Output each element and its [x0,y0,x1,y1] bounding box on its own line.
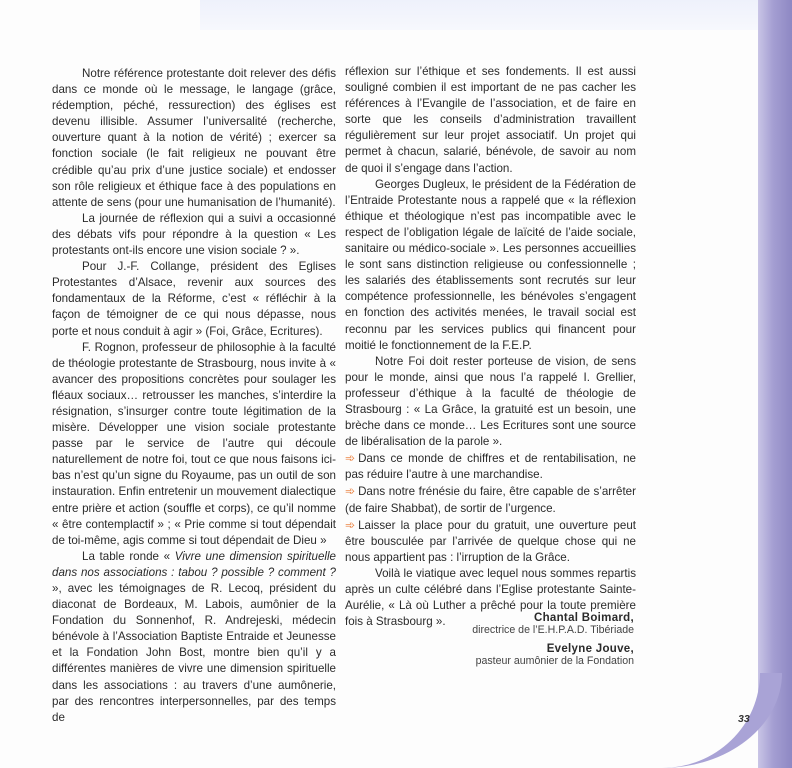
paragraph [52,549,336,726]
bullet-text: Dans ce monde de chiffres et de rentabilisation, ne pas réduire l’autre à une marchandise. [345,452,636,482]
arrow-bullet-icon: ➾ [345,517,356,532]
signature-role: directrice de l’E.H.P.A.D. Tibériade [472,624,634,636]
paragraph: Pour J.-F. Collange, président des Eglises Protestantes d’Alsace, revenir aux sources des fondamentaux de la Réforme, c’est « réfléchir à la façon de témoigner de ce qui nous dépasse, nous porte et nous conduit à agir » (Foi, Grâce, Ecritures). [52,260,336,338]
bullet-item [345,450,636,483]
signature-name: Chantal Boimard, [533,612,634,624]
bullet-text: Dans notre frénésie du faire, être capable de s’arrêter (de faire Shabbat), de sortir de l’urgence. [345,485,636,515]
bullet-item [345,517,636,566]
bullet-item [345,483,636,516]
paragraph: F. Rognon, professeur de philosophie à la faculté de théologie protestante de Strasbourg, nous invite à « avancer des propositions concrètes pour soulager les fléaux sociaux… retrousser les manches, s’interdire la résignation, s’insurger contre toute légitimation de la misère. Développer une vision sociale protestante passe par le service de l’autre qui découle naturellement de notre foi, tout ce que nous faisons ici-bas n’est qu’un signe du Royaume, pas un outil de son instauration. Enfin entretenir un mouvement dialectique entre prière et action (souffle et corps), ce qu’il nomme « être contemplactif » ; « Prie comme si tout dépendait de toi-même, agis comme si tout dépendait de Dieu » [52,340,336,547]
signature-1 [472,612,634,636]
paragraph-text: La table ronde « [82,549,175,563]
signature-role: pasteur aumônier de la Fondation [475,655,634,667]
bullet-text: Laisser la place pour du gratuit, une ouverture peut être bousculée par l’arrivée de quelque chose qui ne nous appartient pas : l’irruption de la Grâce. [345,518,636,564]
paragraph: Voilà le viatique avec lequel nous sommes repartis après un culte célébré dans l’Eglise protestante Sainte-Aurélie, « Là où Luther a prêché pour la toute première fois à Strasbourg ». [345,566,636,629]
paragraph: Notre Foi doit rester porteuse de vision, de sens pour le monde, ainsi que nous l’a rappelé I. Grellier, professeur d’éthique à la faculté de théologie de Strasbourg : « La Grâce, la gratuité est un besoin, une brèche dans ce monde… Les Ecritures sont une source de libéralisation de la parole ». [345,354,636,449]
arrow-bullet-icon: ➾ [345,484,356,499]
page-number: 33 [738,713,750,725]
paragraph: réflexion sur l’éthique et ses fondements. Il est aussi souligné combien il est important de ne pas cacher les références à l’Evangile de l’association, et de faire en sorte que les conseils d’administration travaillent régulièrement sur leur projet associatif. Un projet qui permet à chacun, salarié, bénévole, de savoir au nom de quoi il s’engage dans l’action. [345,65,636,175]
right-text-column [345,64,636,630]
paragraph: Notre référence protestante doit relever des défis dans ce monde où le message, le langage (grâce, rédemption, péché, ressurection) des églises est devenu illisible. Assumer l’universalité (recherche, ouverture quant à la notion de vérité) ; exercer sa fonction sociale (le fait religieux ne pouvant être crédible qu’au prix d’une justice sociale) et endosser son rôle religieux et éthique face à des populations en attente de sens (pour une humanisation de l’humanité). [52,67,336,209]
left-text-column [52,66,336,726]
arrow-bullet-icon: ➾ [345,451,356,466]
paragraph: La journée de réflexion qui a suivi a occasionné des débats vifs pour répondre à la question « Les protestants ont-ils encore une vision sociale ? ». [52,211,336,258]
header-band [200,0,760,30]
signature-2 [476,643,634,667]
signature-name: Evelyne Jouve, [546,643,634,655]
page-edge-decoration [758,0,792,768]
paragraph: Georges Dugleux, le président de la Fédération de l’Entraide Protestante nous a rappelé que « la réflexion éthique et théologique n’est pas incompatible avec le respect de l’obligation légale de laïcité de l’aide sociale, sanitaire ou médico-sociale ». Les personnes accueillies le sont sans distinction religieuse ou confessionnelle ; les salariés des établissements sont recrutés sur leur compétence professionnelle, les bénévoles s’engagent en fonction des activités menées, le travail social est reconnu par les services publics qui financent pour moitié le fonctionnement de la F.E.P. [345,177,636,352]
round-table-title: Vivre une dimension spirituelle dans nos associations : tabou ? possible ? comment ? [52,549,336,579]
paragraph-text: », avec les témoignages de R. Lecoq, président du diaconat de Bordeaux, M. Labois, aumônier de la Fondation du Sonnenhof, R. Andrejeski, médecin bénévole à l’Association Baptiste Entraide et Jeunesse et la Fondation John Bost, montre bien qu’il y a différentes manières de vivre une dimension spirituelle dans les associations : au travers d’une aumônerie, par des rencontres interpersonnelles, par des temps de [52,582,336,724]
